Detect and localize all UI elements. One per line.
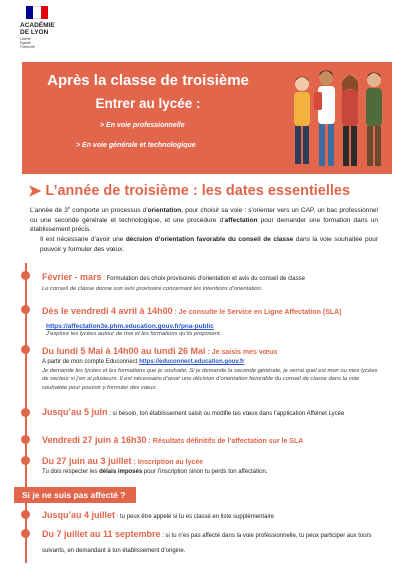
motto-egalite: Égalité: [20, 41, 31, 45]
intro-text: dans la voie souhaitée pour pouvoir y formuler des vœux.: [40, 235, 378, 253]
motto-fraternite: Fraternité: [20, 45, 35, 49]
item-text: : si besoin, ton établissement saisit ou modifie tes vœux dans l’application Affelnet Lycée: [107, 411, 345, 417]
banner-line-pro: > En voie professionnelle: [100, 122, 185, 129]
timeline-item-5juin: [42, 406, 382, 419]
section-title: L’année de troisième : les dates essentielles: [45, 183, 351, 199]
timeline-dot: [21, 408, 30, 417]
timeline-dot: [21, 510, 30, 519]
logo-text: [20, 22, 80, 36]
item-sub: pour l’inscription sinon tu perds ton affectation.: [142, 469, 268, 475]
timeline-dot: [21, 305, 30, 314]
timeline-item-4juillet: [42, 508, 382, 523]
section-heading-dates: [28, 181, 350, 201]
item-date: Du 7 juillet au 11 septembre: [42, 529, 161, 539]
item-date: Jusqu’au 4 juillet: [42, 510, 116, 520]
item-date: Février - mars: [42, 272, 102, 282]
header-banner: [22, 62, 392, 174]
item-desc: J’explore les lycées autour de moi et les formations qu’ils proposent.: [46, 331, 222, 337]
item-sub-bold: délais imposés: [99, 469, 143, 475]
item-desc: Je demande les lycées et les formations que je souhaite. Si je demande la seconde générale, je verrai quel est mon ou mes lycées de secteur si j’en ai plusieurs. Il est nécessaire d’avoir une décision d’orientation favorable du conseil de classe dans la voie souhaitée pour pouvoir y formuler des vœux.: [42, 368, 378, 391]
intro-text: L’année de 3: [30, 207, 68, 215]
timeline-dot: [21, 345, 30, 354]
timeline-dot: [21, 529, 30, 538]
item-date: Vendredi 27 juin à 16h30: [42, 435, 147, 445]
logo-line2: DE LYON: [20, 29, 49, 36]
item-date: Dès le vendredi 4 avril à 14h00: [42, 306, 173, 316]
intro-text: , pour choisir sa voie : s’orienter vers un CAP, un bac professionnel ou une seconde générale et technologique, et une procédure d’: [30, 207, 378, 224]
academie-logo: [20, 6, 80, 49]
item-text: : Résultats définitifs de l’affectation sur le SLA: [146, 438, 304, 445]
item-text: : tu peux être appelé si tu es classé en liste supplémentaire: [115, 514, 275, 520]
item-sub: Tu dois respecter les: [42, 469, 100, 475]
intro-bold: orientation: [147, 207, 182, 215]
banner-subtitle: Entrer au lycée :: [95, 96, 201, 111]
intro-text: comporte un processus d’: [70, 207, 148, 215]
item-text: : si tu n’es pas affecté dans la voie professionnelle, tu peux participer aux tours suivants, en demandant à ton établissement d’origine.: [42, 533, 372, 554]
intro-p2: [40, 235, 378, 254]
timeline-item-voeux: [42, 344, 382, 392]
intro-sup: e: [67, 205, 71, 210]
timeline-item-inscription: [42, 454, 382, 477]
timeline-dot: [21, 435, 30, 444]
timeline-item-fevrier: [42, 270, 382, 293]
educonnect-link[interactable]: https://educonnect.education.gouv.fr: [139, 359, 245, 365]
item-sub: A partir de mon compte Educonnect: [42, 359, 140, 365]
item-date: Du 27 juin au 3 juillet: [42, 456, 132, 466]
timeline-item-resultats: [42, 433, 382, 447]
item-text: : Formulation des choix provisoires d’orientation et avis du conseil de classe: [101, 276, 305, 282]
banner-line-gt: > En voie générale et technologique: [76, 142, 196, 149]
sla-link[interactable]: https://affectation3e.phm.education.gouv.fr/pna-public: [46, 323, 214, 330]
timeline-dot: [21, 271, 30, 280]
intro-text: pour demander une formation dans un établissement précis.: [30, 216, 378, 234]
item-date: Jusqu’au 5 juin: [42, 407, 108, 417]
timeline-item-sla: [42, 304, 382, 338]
motto-liberte: Liberté: [20, 37, 31, 41]
item-text: : Je consulte le Service en Ligne Affectation (SLA): [172, 309, 342, 316]
item-desc: Le conseil de classe donne son avis provisoire concernant tes intentions d’orientation.: [42, 286, 263, 292]
intro-text: Il est nécessaire d’avoir une: [40, 235, 126, 243]
intro-bold: affectation: [224, 216, 258, 224]
item-text: : Inscription au lycée: [131, 459, 204, 466]
intro-p1: [30, 203, 378, 235]
intro-paragraph: [30, 203, 378, 254]
timeline-item-septembre: [42, 527, 382, 557]
arrow-icon: ➤: [28, 183, 42, 200]
timeline-dot: [21, 456, 30, 465]
banner-title: Après la classe de troisième: [47, 72, 249, 89]
item-date: Du lundi 5 Mai à 14h00 au lundi 26 Mai: [42, 346, 206, 356]
french-flag-icon: [26, 6, 48, 19]
logo-motto: [20, 37, 80, 49]
item-text: : Je saisis mes vœux: [205, 349, 278, 356]
intro-bold: décision d’orientation favorable du conseil de classe: [125, 235, 294, 243]
section-not-assigned: Si je ne suis pas affecté ?: [14, 487, 136, 503]
students-illustration-icon: [284, 62, 392, 174]
logo-line1: ACADÉMIE: [20, 22, 55, 29]
